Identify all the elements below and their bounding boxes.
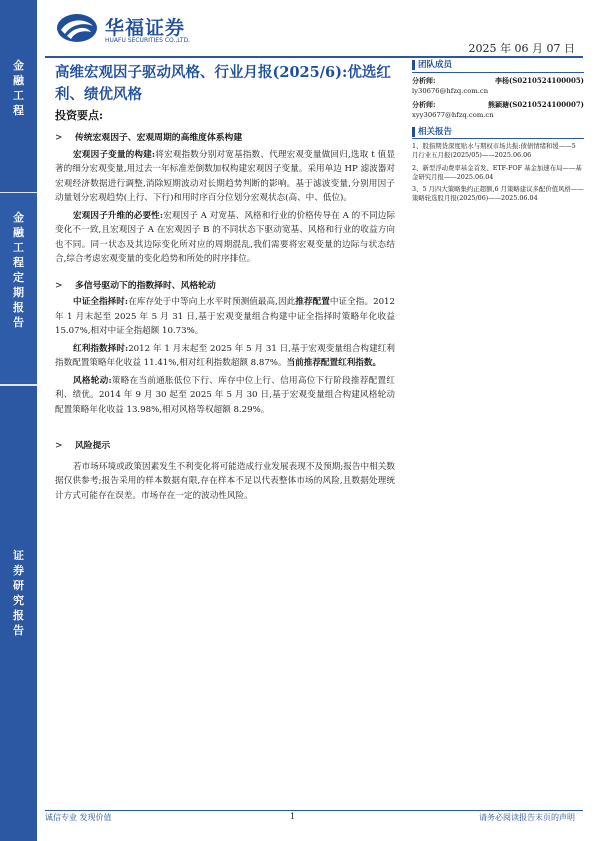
arrow-bullet-icon: > [55,441,63,451]
sidebar-segment-2: 金融工程定期报告 [13,211,24,329]
analyst-row: 分析师: 李杨(S0210524100005) [412,75,584,85]
paragraph: 宏观因子变量的构建:将宏观指数分别对宽基指数、代理宏观变量做回归,选取 t 值显著的细分宏观变量,用过去一年标准差倒数加权构建宏观因子变量。采用单边 HP 滤波器对宏观经济数据进行调整,消除短期波动对长期趋势判断的影响。基于滤波变量,分别用因子动量划分宏观趋势(上行、下行)和用时序百分位划分宏观状态(高、中、低位)。 [55,149,395,203]
analyst-email[interactable]: xyy30677@hfzq.com.cn [412,111,494,119]
key-points-heading: 投资要点: [55,109,104,122]
company-logo [55,12,215,48]
paragraph: 宏观因子升维的必要性:宏观因子 A 对宽基、风格和行业的价格传导在 A 的不同边际变化不一致,且宏观因子 A 在宏观因子 B 的不同状态下驱动宽基、风格和行业的收益方向也不同。同一状态及其边际变化所对应的周期混乱,我们需要将宏观变量的边际与状态结合,综合考虑宏观变量的变化趋势和所处的时序排位。 [55,210,395,264]
related-report-link[interactable]: 1、股指期货深度贴水与期权市场共振:债债情绪和缓——5 月行业五月报(2025/05)——2025.06.06 [412,142,576,160]
sidebar-segment-1: 金融工程 [13,59,24,117]
paragraph: 若市场环境或政策因素发生不利变化将可能造成行业发展表现不及预期;报告中相关数据仅供参考;报告采用的样本数据有限,存在样本不足以代表整体市场的风险,且数据处理统计方式可能存在误差。市场存在一定的波动性风险。 [55,461,395,501]
footer-slogan: 诚信专业 发现价值 [45,813,112,822]
arrow-bullet-icon: > [55,133,63,143]
report-date: 2025 年 06 月 07 日 [468,42,575,55]
section-heading: > 多信号驱动下的指数择时、风格轮动 [55,279,395,294]
main-content [55,125,395,506]
header-rule [45,56,583,58]
heading-bar-icon [412,127,415,137]
logo-mark-icon [55,12,99,44]
footer-disclaimer: 请务必阅读报告末页的声明 [479,813,575,822]
paragraph: 红利指数择时:2012 年 1 月末起至 2025 年 5 月 31 日,基于宏观变量组合构建红利指数配置策略年化收益 11.41%,相对红利指数超额 8.87%。当前推荐配置红利指数。 [55,343,395,368]
sidebar-segment-3: 证券研究报告 [13,549,24,637]
analyst-email[interactable]: ly30676@hfzq.com.cn [412,87,489,95]
page-number: 1 [290,812,296,821]
sidebar [0,0,37,841]
sidebar-divider [0,384,37,386]
team-heading: 团队成员 [412,60,584,73]
analyst-row: 分析师: 熊颖瑭(S0210524100007) [412,99,584,109]
report-title: 高维宏观因子驱动风格、行业月报(2025/6):优选红利、绩优风格 [55,64,391,103]
heading-bar-icon [412,60,415,70]
section-heading: > 风险提示 [55,439,395,454]
logo-text-en: HUAFU SECURITIES CO.,LTD. [105,37,191,44]
paragraph: 风格轮动:策略在当前通胀低位下行、库存中位上行、信用高位下行阶段推荐配置红利、绩优。2014 年 9 月 30 起至 2025 年 5 月 30 日,基于宏观变量组合构建风格轮动配置策略年化收益 13.98%,相对风格等权超额 8.29%。 [55,375,395,415]
right-column [412,60,584,204]
footer-rule [45,810,583,811]
logo-text-cn: 华福证券 [105,17,186,39]
arrow-bullet-icon: > [55,280,63,291]
section-heading: > 传统宏观因子、宏观周期的高维度体系构建 [55,131,395,146]
related-reports-heading: 相关报告 [412,127,584,140]
paragraph: 中证全指择时:在库存处于中等向上水平时预测值最高,因此推荐配置中证全指。2012 年 1 月末起至 2025 年 5 月 31 日,基于宏观变量组合构建中证全指择时策略年化收益 15.07%,相对中证全指超额 10.73%。 [55,297,395,336]
related-report-link[interactable]: 2、新型浮动费率基金首发、ETF-FOF 基金加速布局——基金研究月报——2025.06.04 [412,163,582,181]
related-report-link[interactable]: 3、5 月四大策略集约正超额,6 月策略建议多配价值风格——策略轮选股月报(2025/06)——2025.06.04 [412,185,584,203]
